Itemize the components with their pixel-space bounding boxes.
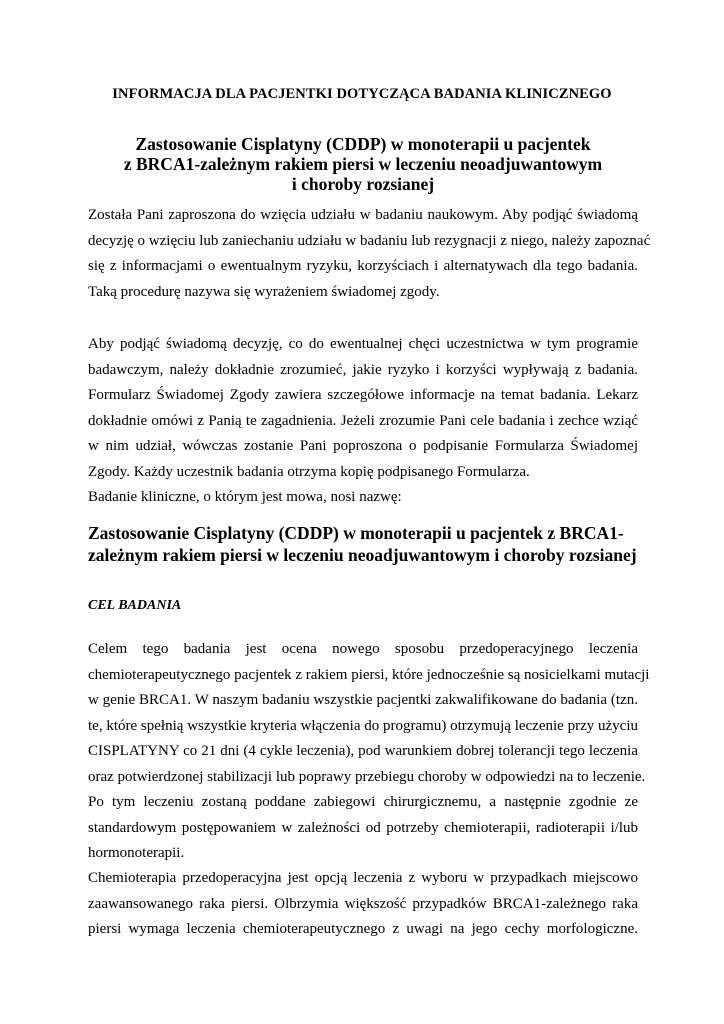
text-line: Aby podjąć świadomą decyzję, co do ewentualnej chęci uczestnictwa w tym programie [88, 336, 638, 352]
study-subtitle [88, 522, 648, 566]
text-line: standardowym postępowaniem w zależności od potrzeby chemioterapii, radioterapii i/lub [88, 819, 638, 836]
chemotherapy-paragraph [88, 866, 638, 943]
study-subtitle-line: Zastosowanie Cisplatyny (CDDP) w monoterapii u pacjentek z BRCA1- [88, 523, 624, 543]
section-heading-study-aim: CEL BADANIA [88, 598, 182, 613]
text-line: CISPLATYNY co 21 dni (4 cykle leczenia), pod warunkiem dobrej tolerancji tego leczenia [88, 743, 638, 759]
text-line: te, które spełnią wszystkie kryteria włączenia do programu) otrzymują leczenie przy użyciu [88, 717, 638, 734]
text-line: Zgody. Każdy uczestnik badania otrzyma kopię podpisanego Formularza. [88, 463, 530, 480]
text-line: Celem tego badania jest ocena nowego sposobu przedoperacyjnego leczenia [88, 641, 638, 657]
intro-paragraph [88, 203, 651, 305]
text-line: się z informacjami o ewentualnym ryzyku, korzyściach i alternatywach dla tego badania. [88, 258, 638, 274]
study-title [88, 134, 638, 194]
aim-paragraph [88, 637, 650, 867]
text-line: piersi wymaga leczenia chemioterapeutycznego z uwagi na jego cechy morfologiczne. [88, 921, 638, 937]
study-title-line: Zastosowanie Cisplatyny (CDDP) w monoterapii u pacjentek [135, 134, 591, 154]
text-line: chemioterapeutycznego pacjentek z rakiem piersi, które jednocześnie są nosicielkami mutacji [88, 666, 650, 683]
text-line: Badanie kliniczne, o którym jest mowa, nosi nazwę: [88, 489, 402, 505]
text-line: oraz potwierdzonej stabilizacji lub poprawy przebiegu choroby w odpowiedzi na to leczenie. [88, 768, 646, 785]
study-title-line: z BRCA1-zależnym rakiem piersi w leczeniu neoadjuwantowym [123, 154, 603, 174]
text-line: dokładnie omówi z Panią te zagadnienia. Jeżeli zrozumie Pani cele badania i zechce wziąć [88, 412, 638, 429]
text-line: decyzję o wzięciu lub zaniechaniu udziału w badaniu lub rezygnacji z niego, należy zapoznać [88, 232, 651, 249]
text-line: Została Pani zaproszona do wzięcia udziału w badaniu naukowym. Aby podjąć świadomą [88, 207, 638, 223]
text-line: Po tym leczeniu zostaną poddane zabiegowi chirurgicznemu, a następnie zgodnie ze [88, 794, 638, 810]
text-line: zaawansowanego raka piersi. Olbrzymia większość przypadków BRCA1-zależnego raka [88, 895, 638, 912]
text-line: Chemioterapia przedoperacyjna jest opcją leczenia z wyboru w przypadkach miejscowo [88, 870, 638, 886]
text-line: hormonoterapii. [88, 845, 185, 861]
study-title-line: i choroby rozsianej [291, 174, 435, 194]
text-line: badawczym, należy dokładnie zrozumieć, jakie ryzyko i korzyści wypływają z badania. [88, 361, 638, 378]
text-line: w nim udział, wówczas zostanie Pani poproszona o podpisanie Formularza Świadomej [88, 438, 638, 454]
consent-paragraph [88, 332, 638, 511]
document-header-title: INFORMACJA DLA PACJENTKI DOTYCZĄCA BADANIA KLINICZNEGO [112, 86, 612, 102]
text-line: Formularz Świadomej Zgody zawiera szczegółowe informacje na temat badania. Lekarz [88, 387, 638, 403]
text-line: w genie BRCA1. W naszym badaniu wszystkie pacjentki zakwalifikowane do badania (tzn. [88, 692, 638, 708]
text-line: Taką procedurę nazywa się wyrażeniem świadomej zgody. [88, 283, 440, 300]
study-subtitle-line: zależnym rakiem piersi w leczeniu neoadjuwantowym i choroby rozsianej [88, 545, 637, 565]
